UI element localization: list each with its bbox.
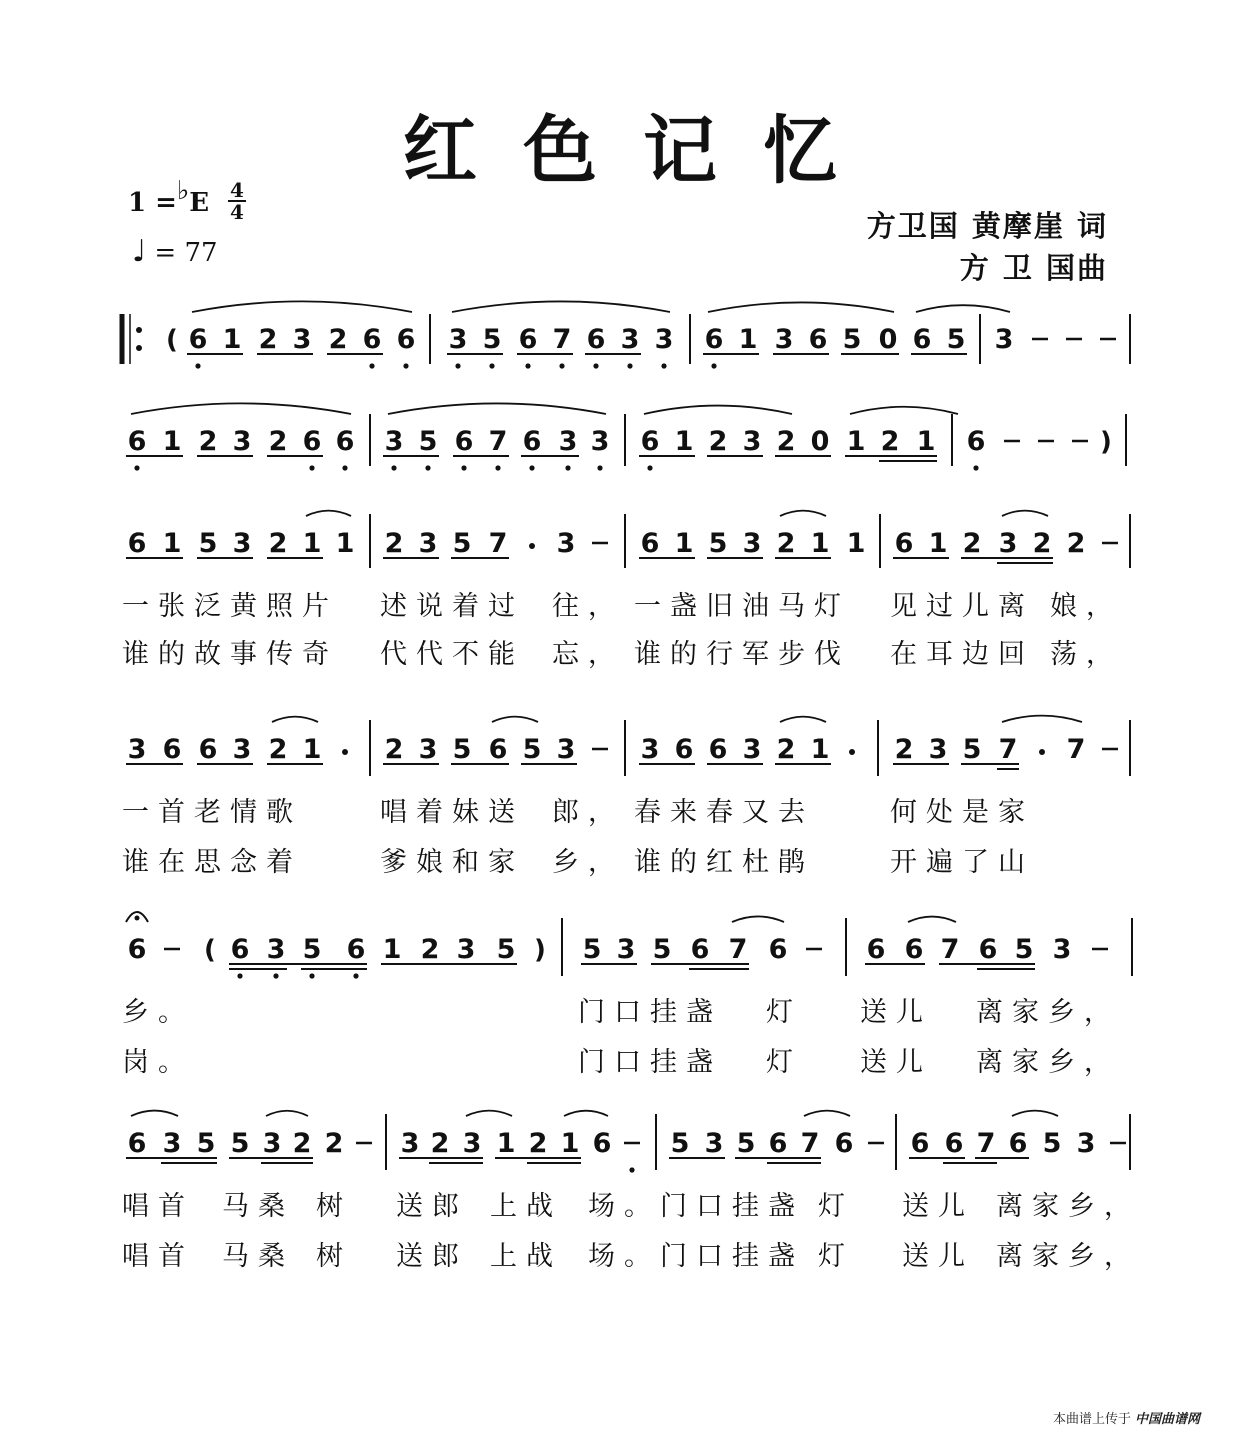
quarter-note-icon: ♩ [132,234,147,269]
note-number: 2 [268,528,288,559]
note-number: 5 [302,934,322,965]
note-number: 3 [654,324,674,355]
note-number: 1 [302,528,322,559]
lyric-segment: 开遍了山 [890,847,1034,878]
site-logo-text: 中国曲谱网 [1134,1412,1200,1427]
note-number: 6 [834,1128,854,1159]
low-octave-dot [647,465,652,470]
note-number: 6 [518,324,538,355]
parenthesis: ( [204,935,216,965]
lyric-segment: 门口挂盏 [578,997,722,1028]
lyric-segment: 一盏旧油马灯 [634,591,850,622]
note-number: 6 [944,1128,964,1159]
low-octave-dot [309,973,314,978]
note-number: 6 [127,426,147,457]
slur-arc [1002,716,1082,722]
composer-credit: 方 卫 国曲 [959,251,1108,285]
low-octave-dot [597,465,602,470]
note-number: 2 [292,1128,312,1159]
lyric-segment: 树 [316,1241,352,1272]
note-number: 7 [1066,734,1086,765]
note-number: 1 [560,1128,580,1159]
note-number: 6 [640,528,660,559]
note-number: 6 [586,324,606,355]
note-number: 1 [222,324,242,355]
note-number: 6 [894,528,914,559]
note-number: 3 [590,426,610,457]
note-number: 6 [866,934,886,965]
note-number: 5 [1014,934,1034,965]
lyric-segment: 爹娘和家 [380,847,524,878]
slur-arc [466,1111,512,1116]
lyric-segment: 一张泛黄照片 [122,591,338,622]
lyricist-credit: 方卫国 黄摩崖 词 [866,209,1108,243]
note-number: 3 [616,934,636,965]
note-number: 7 [940,934,960,965]
lyric-segment: 门口挂盏 [578,1047,722,1078]
low-octave-dot [629,1167,634,1172]
note-number: 6 [910,1128,930,1159]
lyric-segment: 灯 [766,1047,802,1078]
note-number: 2 [776,528,796,559]
slur-arc [780,717,826,722]
slur-arc [1002,511,1048,516]
lyric-segment: 送儿 [860,997,932,1028]
lyric-segment: 谁在思念着 [122,847,302,878]
note-number: 6 [912,324,932,355]
note-number: 7 [488,426,508,457]
low-octave-dot [525,363,530,368]
note-number: 3 [1052,934,1072,965]
note-number: 3 [232,528,252,559]
note-number: 5 [652,934,672,965]
note-number: 1 [916,426,936,457]
note-number: 2 [1066,528,1086,559]
dot-augmentation [1039,749,1045,755]
note-number: 6 [302,426,322,457]
note-number: 5 [230,1128,250,1159]
note-number: 3 [384,426,404,457]
low-octave-dot [309,465,314,470]
note-number: 3 [556,528,576,559]
low-octave-dot [195,363,200,368]
note-number: 6 [690,934,710,965]
time-signature-bottom: 4 [230,200,244,224]
note-number: 2 [776,734,796,765]
note-number: 1 [496,1128,516,1159]
lyric-segment: 谁的红杜鹃 [634,847,814,878]
slur-arc [131,403,351,414]
note-number: 2 [198,426,218,457]
note-number: 3 [162,1128,182,1159]
page-title: 红色记忆 [403,108,883,194]
slur-arc [916,305,1010,312]
lyric-segment: 郎， [552,797,624,828]
lyric-segment: 代代不能 [380,639,524,670]
note-number: 6 [640,426,660,457]
dot-augmentation [342,749,348,755]
note-number: 2 [328,324,348,355]
parenthesis: ( [166,325,178,355]
note-number: 5 [522,734,542,765]
note-number: 3 [448,324,468,355]
slur-arc [644,406,792,414]
low-octave-dot [342,465,347,470]
note-number: 2 [1032,528,1052,559]
note-number: 6 [1008,1128,1028,1159]
lyric-segment: 离家乡， [996,1241,1140,1272]
lyric-segment: 娘， [1050,591,1122,622]
note-number: 6 [127,528,147,559]
note-number: 1 [335,528,355,559]
lyric-segment: 谁的行军步伐 [634,639,850,670]
lyric-segment: 唱首 [122,1241,194,1272]
note-number: 1 [162,528,182,559]
low-octave-dot [529,465,534,470]
low-octave-dot [593,363,598,368]
note-number: 6 [674,734,694,765]
slur-arc [306,511,351,516]
note-number: 2 [268,426,288,457]
note-number: 3 [774,324,794,355]
note-number: 6 [335,426,355,457]
note-number: 6 [127,934,147,965]
note-number: 7 [800,1128,820,1159]
lyric-segment: 岗。 [122,1047,194,1078]
note-number: 6 [768,1128,788,1159]
slur-arc [708,302,894,312]
lyric-segment: 乡， [552,847,624,878]
note-number: 5 [1042,1128,1062,1159]
lyric-segment: 树 [316,1191,352,1222]
note-number: 6 [978,934,998,965]
note-number: 5 [708,528,728,559]
note-number: 1 [846,426,866,457]
lyric-segment: 谁的故事传奇 [122,639,338,670]
lyric-segment: 离家乡， [976,997,1120,1028]
lyric-segment: 见过儿离 [890,591,1034,622]
note-number: 2 [962,528,982,559]
note-number: 3 [262,1128,282,1159]
lyric-segment: 往， [552,591,624,622]
low-octave-dot [353,973,358,978]
lyric-segment: 述说着过 [380,591,524,622]
slur-arc [780,511,826,516]
parenthesis: ) [1100,427,1112,457]
fermata-dot [135,916,140,921]
low-octave-dot [237,973,242,978]
note-number: 2 [776,426,796,457]
lyric-segment: 何处是家 [890,797,1034,828]
note-number: 1 [674,426,694,457]
low-octave-dot [559,363,564,368]
lyric-segment: 送儿 [860,1047,932,1078]
note-number: 3 [232,426,252,457]
note-number: 3 [742,528,762,559]
note-number: 3 [462,1128,482,1159]
key-note: E [189,188,210,218]
note-number: 6 [230,934,250,965]
note-number: 1 [810,528,830,559]
lyric-segment: 在耳边回 [890,639,1034,670]
note-number: 6 [708,734,728,765]
lyric-segment: 荡， [1050,639,1122,670]
note-number: 3 [418,528,438,559]
slur-arc [272,717,318,722]
note-number: 3 [1076,1128,1096,1159]
note-number: 1 [302,734,322,765]
note-number: 2 [324,1128,344,1159]
note-number: 6 [162,734,182,765]
key-prefix: 1 = [128,188,177,218]
lyric-segment: 春来春又去 [634,797,814,828]
note-number: 7 [998,734,1018,765]
note-number: 0 [878,324,898,355]
dot-augmentation [849,749,855,755]
lyric-segment: 上战 [490,1191,562,1222]
note-number: 1 [846,528,866,559]
lyric-segment: 一首老情歌 [122,797,302,828]
lyric-segment: 离家乡， [996,1191,1140,1222]
note-number: 2 [894,734,914,765]
footer-text: 本曲谱上传于 [1052,1412,1131,1427]
repeat-dot [136,345,142,351]
note-number: 5 [736,1128,756,1159]
low-octave-dot [369,363,374,368]
low-octave-dot [391,465,396,470]
low-octave-dot [461,465,466,470]
note-number: 2 [430,1128,450,1159]
note-number: 1 [162,426,182,457]
note-number: 7 [488,528,508,559]
note-number: 5 [842,324,862,355]
note-number: 6 [346,934,366,965]
slur-arc [564,1111,608,1116]
note-number: 3 [232,734,252,765]
slur-arc [452,301,670,312]
note-number: 5 [962,734,982,765]
note-number: 6 [454,426,474,457]
note-number: 6 [808,324,828,355]
low-octave-dot [273,973,278,978]
low-octave-dot [661,363,666,368]
note-number: 3 [742,426,762,457]
note-number: 2 [258,324,278,355]
note-number: 2 [420,934,440,965]
lyric-segment: 忘， [552,639,624,670]
slur-arc [908,917,956,922]
note-number: 5 [582,934,602,965]
time-signature-top: 4 [230,178,244,202]
lyric-segment: 唱着妹送 [380,797,524,828]
note-number: 3 [620,324,640,355]
note-number: 6 [904,934,924,965]
note-number: 6 [592,1128,612,1159]
note-number: 7 [552,324,572,355]
note-number: 6 [198,734,218,765]
note-number: 3 [928,734,948,765]
slur-arc [388,403,606,414]
slur-arc [492,717,538,722]
slur-arc [192,301,412,312]
slur-arc [131,1111,178,1116]
note-number: 6 [704,324,724,355]
note-number: 3 [994,324,1014,355]
repeat-dot [136,327,142,333]
lyric-segment: 送儿 [902,1241,974,1272]
note-number: 5 [196,1128,216,1159]
note-number: 3 [456,934,476,965]
lyric-segment: 场。门口挂盏 [588,1191,804,1222]
low-octave-dot [565,465,570,470]
note-number: 3 [998,528,1018,559]
note-number: 6 [188,324,208,355]
note-number: 3 [640,734,660,765]
low-octave-dot [711,363,716,368]
lyric-segment: 送郎 [396,1241,468,1272]
slur-arc [804,1111,850,1116]
slur-arc [1012,1111,1058,1116]
lyric-segment: 灯 [818,1191,854,1222]
low-octave-dot [495,465,500,470]
lyric-segment: 送儿 [902,1191,974,1222]
note-number: 6 [768,934,788,965]
note-number: 2 [708,426,728,457]
note-number: 2 [880,426,900,457]
note-number: 5 [670,1128,690,1159]
note-number: 1 [928,528,948,559]
note-number: 3 [266,934,286,965]
note-number: 3 [742,734,762,765]
low-octave-dot [425,465,430,470]
note-number: 6 [127,1128,147,1159]
note-number: 3 [558,426,578,457]
note-number: 5 [198,528,218,559]
slur-arc [732,916,784,922]
low-octave-dot [627,363,632,368]
note-number: 6 [362,324,382,355]
lyric-segment: 上战 [490,1241,562,1272]
note-number: 6 [966,426,986,457]
note-number: 1 [738,324,758,355]
parenthesis: ) [534,935,546,965]
note-number: 3 [704,1128,724,1159]
low-octave-dot [973,465,978,470]
low-octave-dot [403,363,408,368]
note-number: 3 [400,1128,420,1159]
slur-arc [850,407,958,414]
tempo-value: = 77 [154,238,218,268]
note-number: 6 [396,324,416,355]
lyric-segment: 灯 [766,997,802,1028]
lyric-segment: 场。门口挂盏 [588,1241,804,1272]
note-number: 1 [810,734,830,765]
low-octave-dot [134,465,139,470]
note-number: 7 [728,934,748,965]
note-number: 5 [452,734,472,765]
note-number: 5 [418,426,438,457]
note-number: 5 [482,324,502,355]
lyric-segment: 马桑 [222,1191,294,1222]
lyric-segment: 送郎 [396,1191,468,1222]
note-number: 0 [810,426,830,457]
low-octave-dot [489,363,494,368]
lyric-segment: 乡。 [122,997,194,1028]
lyric-segment: 唱首 [122,1191,194,1222]
note-number: 2 [384,734,404,765]
flat-sign: ♭ [176,176,190,206]
slur-arc [266,1111,308,1116]
upload-footer [1053,1408,1200,1427]
note-number: 2 [268,734,288,765]
note-number: 3 [418,734,438,765]
note-number: 5 [496,934,516,965]
low-octave-dot [455,363,460,368]
note-number: 3 [556,734,576,765]
dot-augmentation [529,543,535,549]
note-number: 2 [528,1128,548,1159]
note-number: 2 [384,528,404,559]
note-number: 7 [976,1128,996,1159]
lyric-segment: 离家乡， [976,1047,1120,1078]
note-number: 5 [946,324,966,355]
note-number: 3 [292,324,312,355]
note-number: 1 [674,528,694,559]
note-number: 1 [382,934,402,965]
lyric-segment: 马桑 [222,1241,294,1272]
note-number: 3 [127,734,147,765]
note-number: 5 [452,528,472,559]
lyric-segment: 灯 [818,1241,854,1272]
note-number: 6 [522,426,542,457]
note-number: 6 [488,734,508,765]
